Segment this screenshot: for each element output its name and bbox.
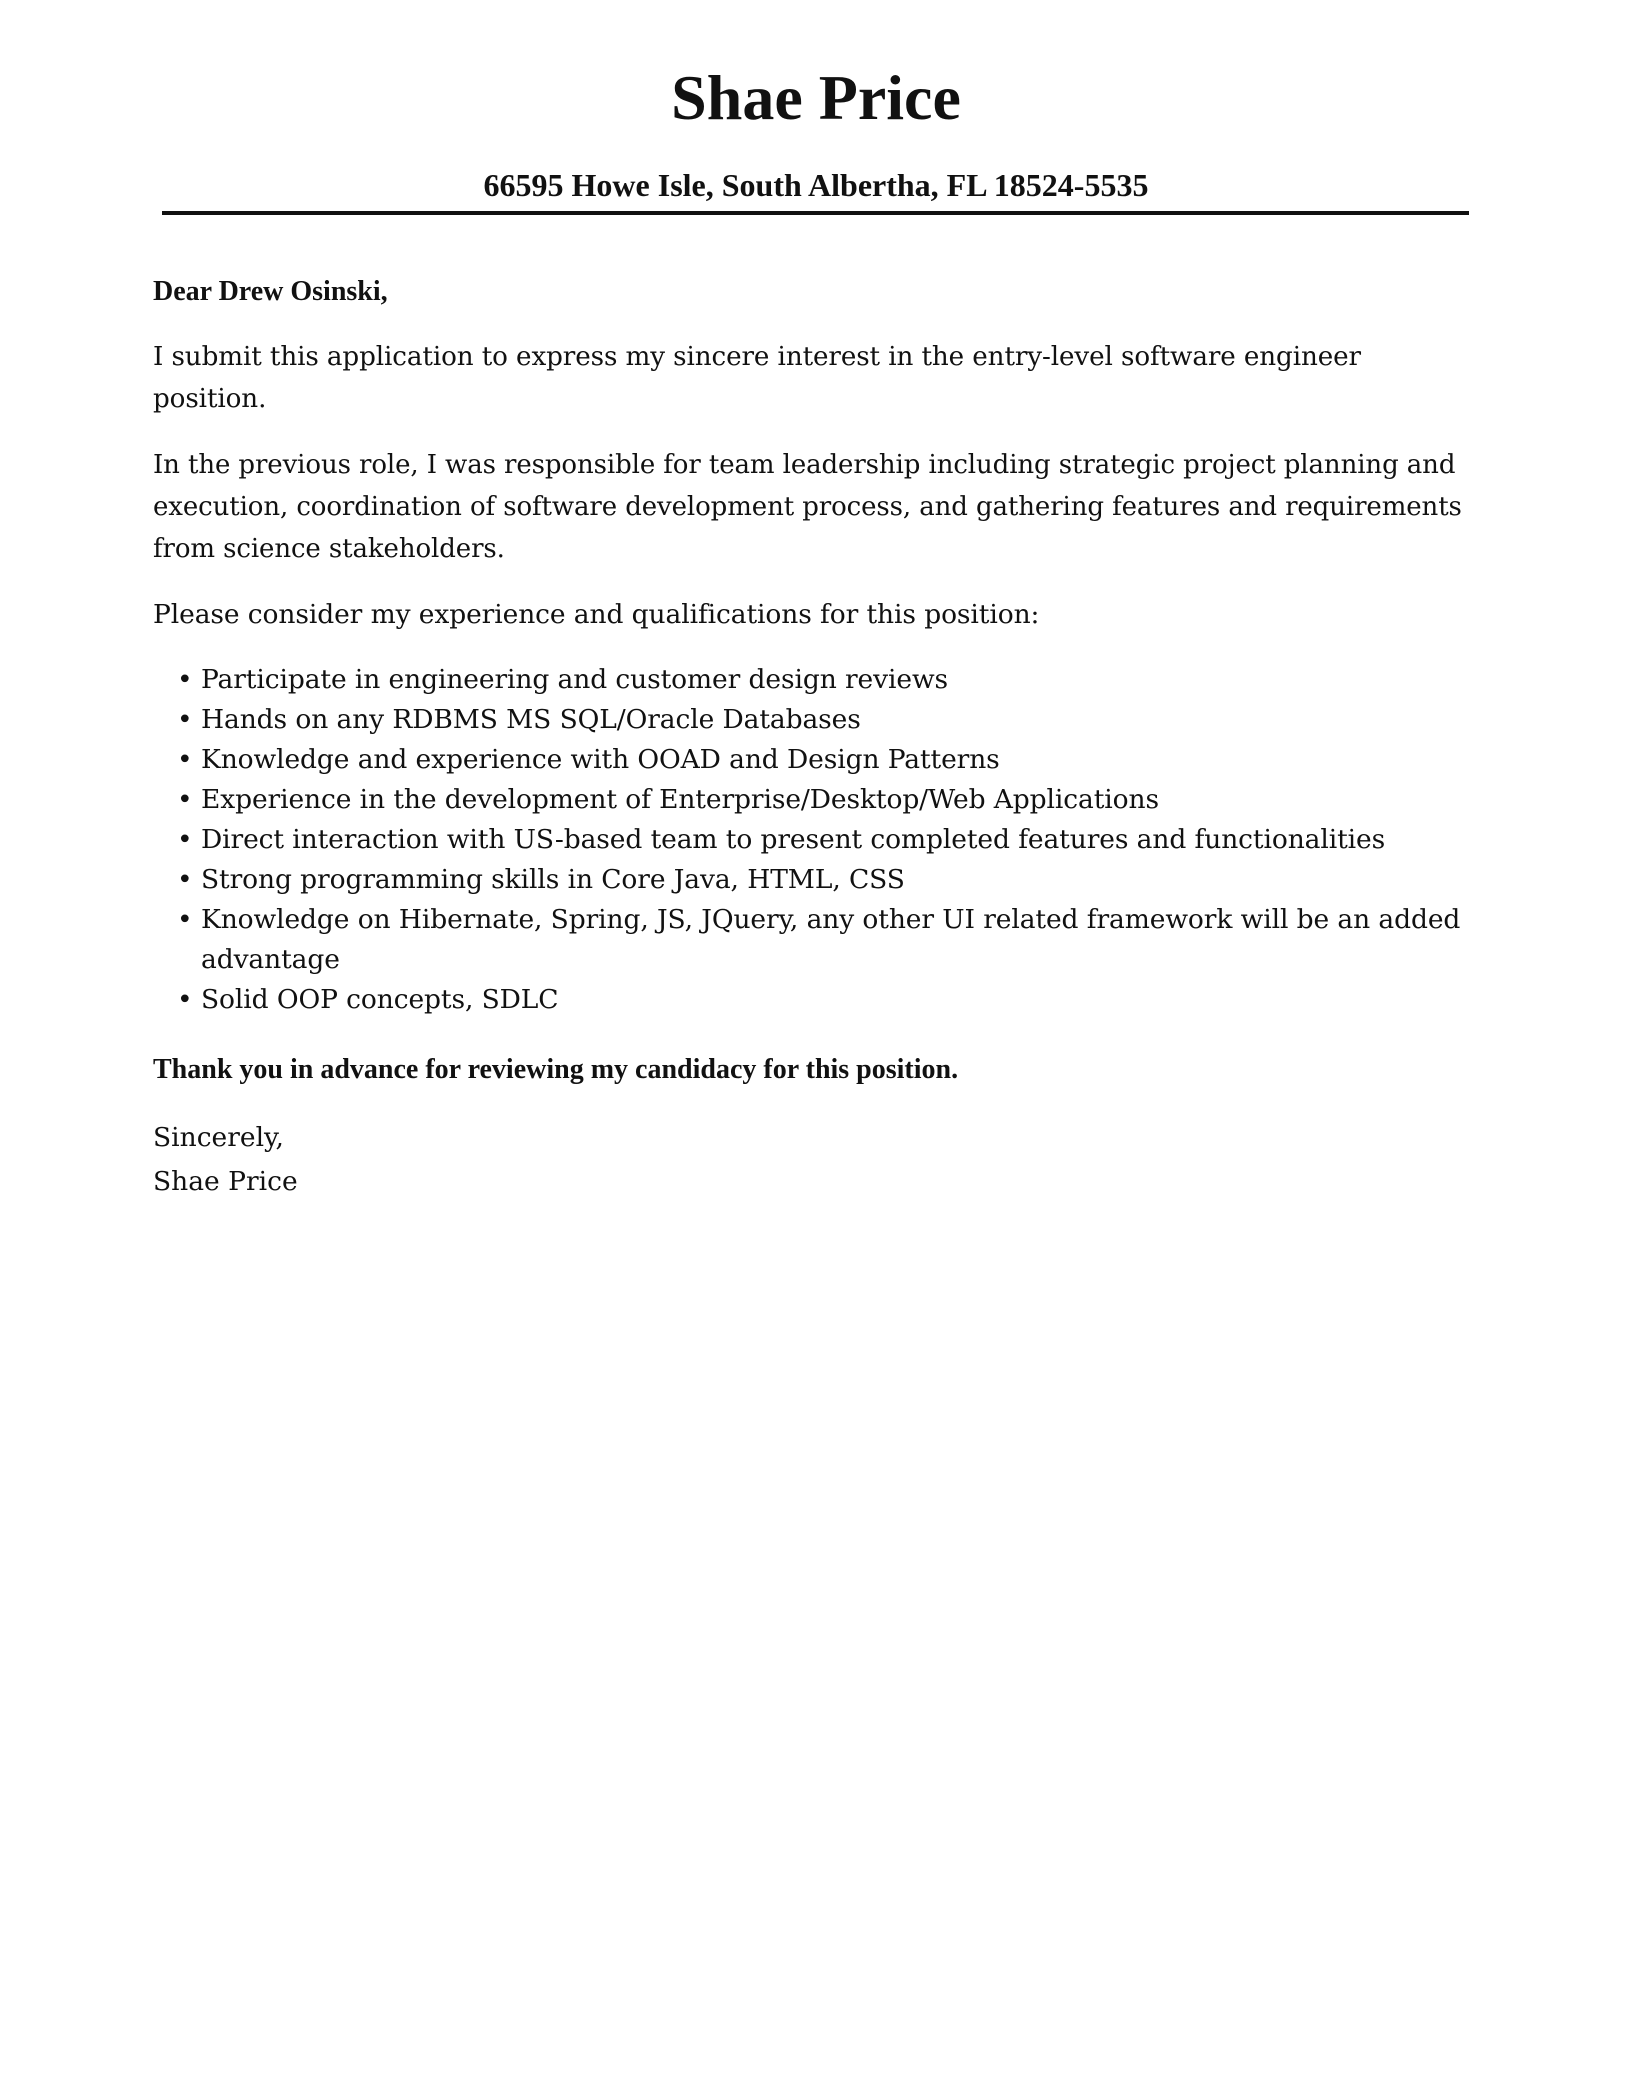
qualification-text: Hands on any RDBMS MS SQL/Oracle Databases	[201, 704, 861, 735]
bullet-icon: •	[177, 864, 193, 895]
thank-you-line: Thank you in advance for reviewing my candidacy for this position.	[153, 1054, 959, 1085]
list-item	[153, 980, 1473, 1020]
intro-paragraph: I submit this application to express my sincere interest in the entry-level software engineer position.	[153, 342, 1361, 414]
list-item	[153, 780, 1473, 820]
qualification-text: Participate in engineering and customer design reviews	[201, 664, 949, 695]
previous-role-paragraph: In the previous role, I was responsible for team leadership including strategic project planning and execution, coordination of software development process, and gathering features and requirements from science stakeholders.	[153, 450, 1462, 564]
list-item	[153, 660, 1473, 700]
qualification-text: Solid OOP concepts, SDLC	[201, 984, 559, 1015]
applicant-address: 66595 Howe Isle, South Albertha, FL 18524-5535	[483, 167, 1149, 203]
bullet-icon: •	[177, 824, 193, 855]
qualification-text: Direct interaction with US-based team to present completed features and functionalities	[201, 824, 1386, 855]
letter-body	[153, 272, 1473, 1204]
bullet-icon: •	[177, 784, 193, 815]
list-item	[153, 820, 1473, 860]
signature-name: Shae Price	[153, 1166, 298, 1197]
qualifications-list	[153, 660, 1473, 1020]
salutation: Dear Drew Osinski,	[153, 276, 388, 307]
list-item	[153, 700, 1473, 740]
closing-word: Sincerely,	[153, 1122, 284, 1153]
qualification-text: Experience in the development of Enterprise/Desktop/Web Applications	[201, 784, 1159, 815]
list-item	[153, 740, 1473, 780]
bullet-icon: •	[177, 984, 193, 1015]
applicant-name: Shae Price	[671, 62, 961, 133]
header-divider	[162, 211, 1469, 215]
bullet-icon: •	[177, 704, 193, 735]
bullet-icon: •	[177, 744, 193, 775]
bullet-icon: •	[177, 664, 193, 695]
bullet-icon: •	[177, 904, 193, 935]
qualification-text: Knowledge and experience with OOAD and Design Patterns	[201, 744, 1000, 775]
qualification-text: Knowledge on Hibernate, Spring, JS, JQuery, any other UI related framework will be an added advantage	[201, 904, 1461, 975]
consider-paragraph: Please consider my experience and qualifications for this position:	[153, 599, 1040, 630]
qualification-text: Strong programming skills in Core Java, HTML, CSS	[201, 864, 905, 895]
list-item	[153, 900, 1473, 980]
list-item	[153, 860, 1473, 900]
